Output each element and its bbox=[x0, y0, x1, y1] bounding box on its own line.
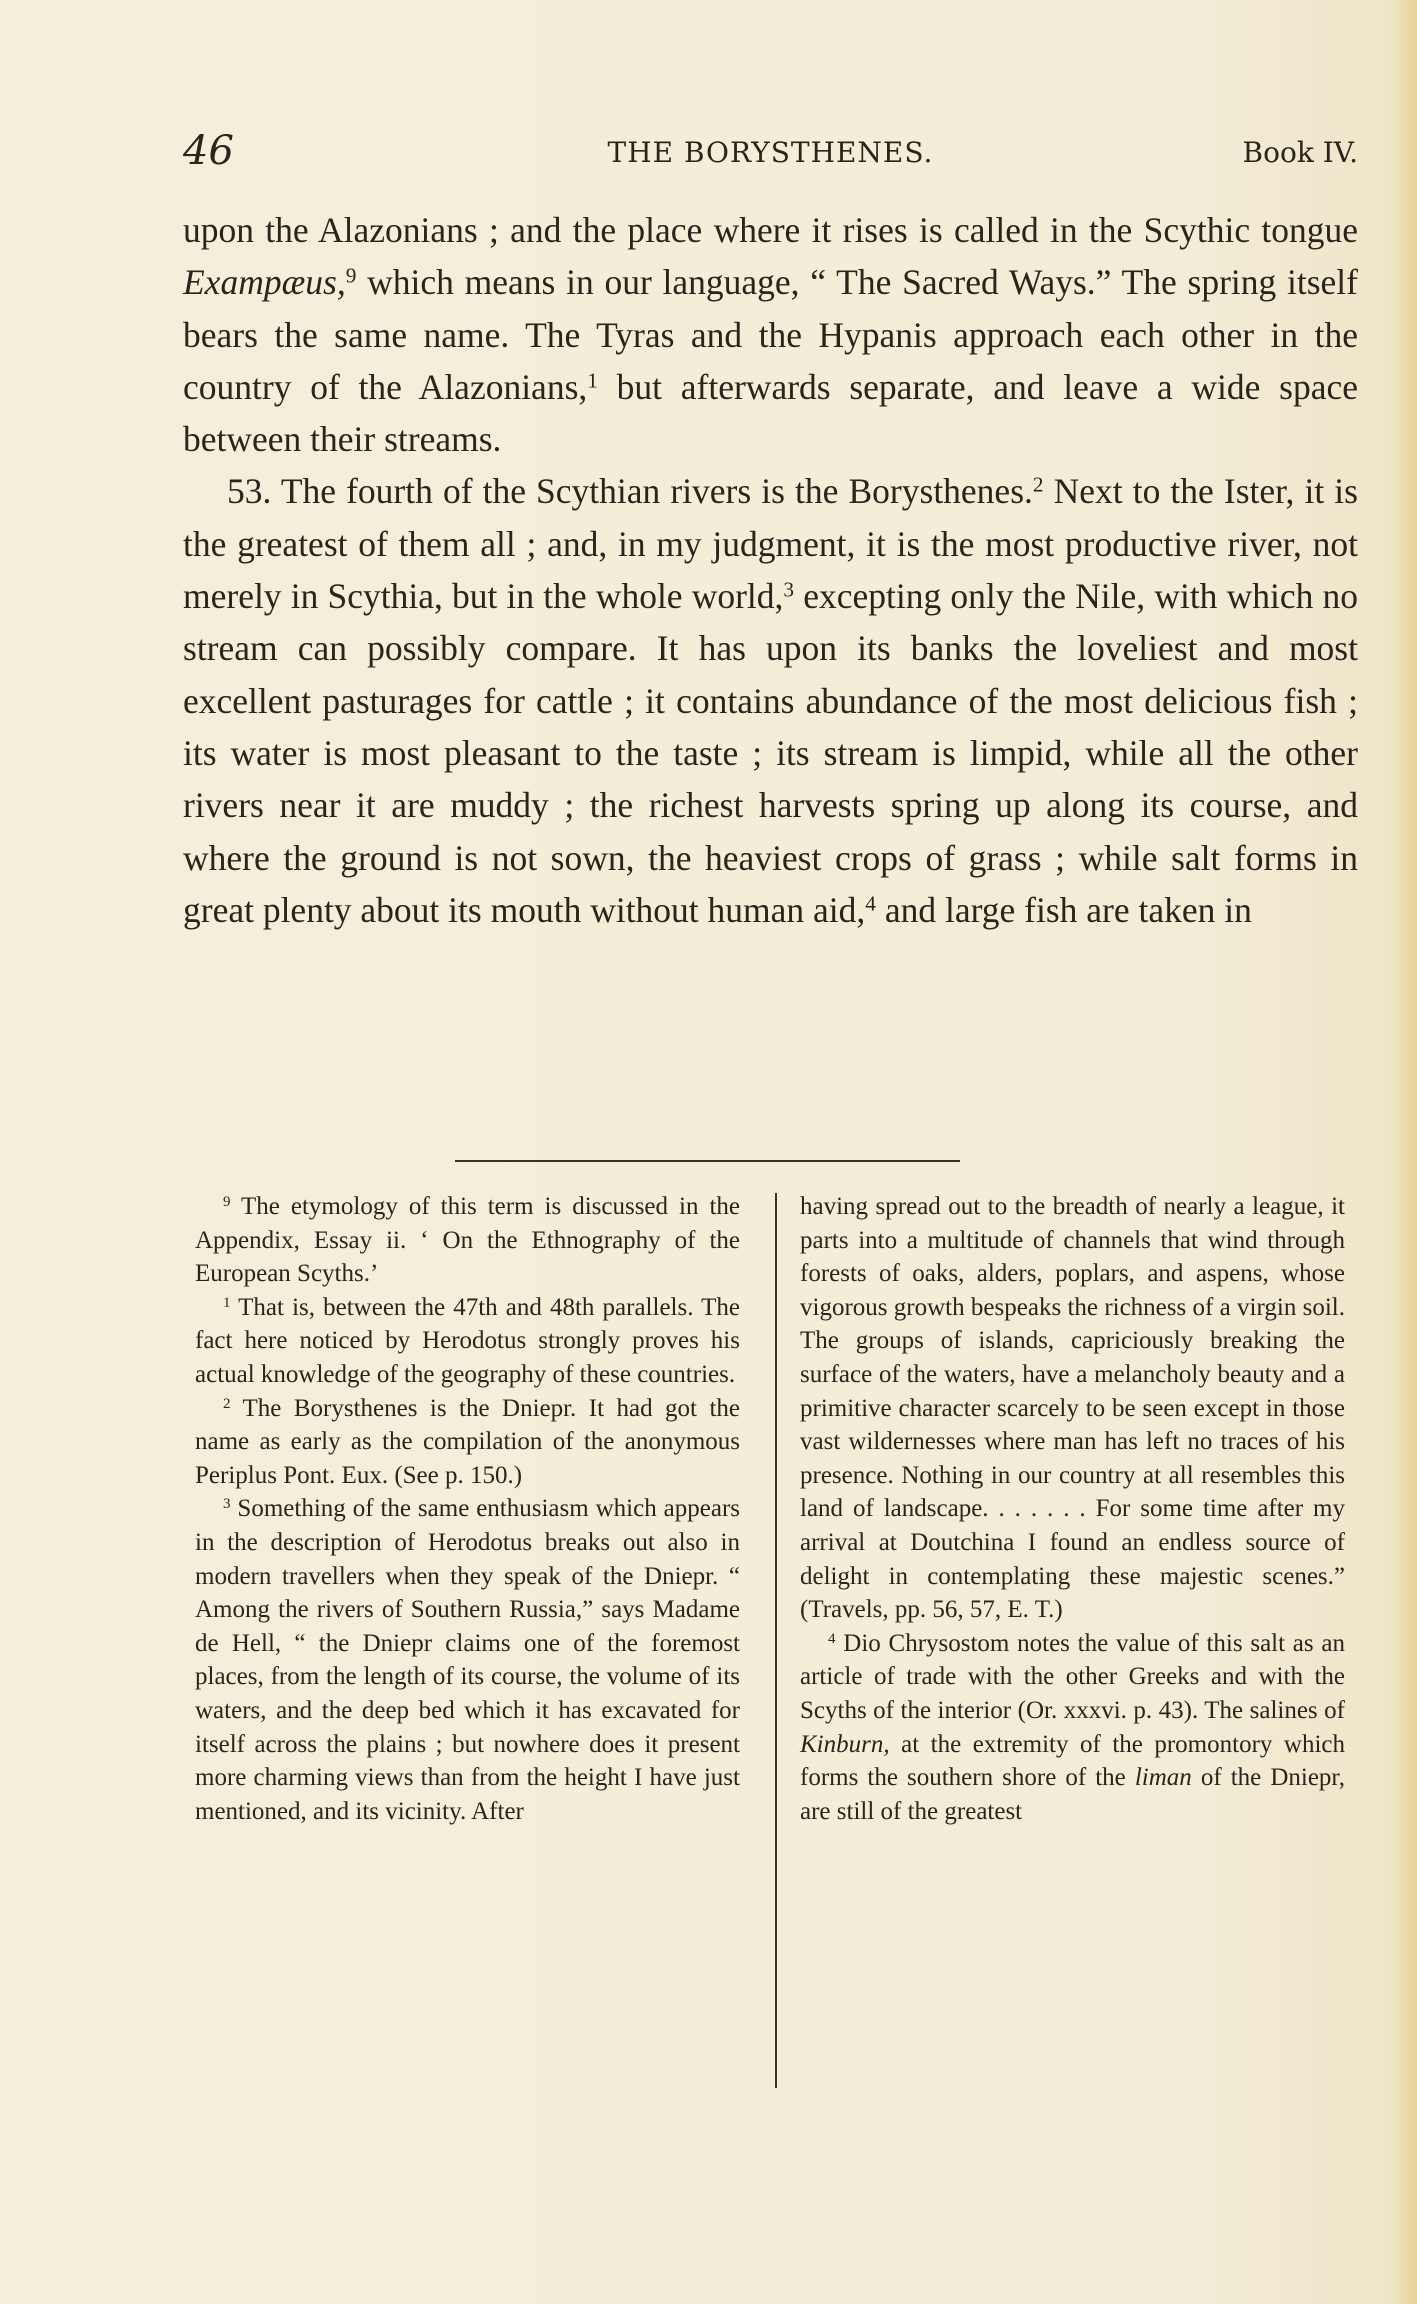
footnote-rule bbox=[455, 1160, 960, 1162]
book-label: Book IV. bbox=[1242, 136, 1358, 169]
footnotes-right-column bbox=[800, 1190, 1345, 1828]
footnote-3-continued: having spread out to the breadth of nearly a league, it parts into a multitude of channels that wind through forests of oaks, alders, poplars, and aspens, whose vigorous growth bespeaks the richness of a virgin soil. The groups of islands, capriciously breaking the surface of the waters, have a melancholy beauty and a primitive character scarcely to be seen except in those vast wildernesses where man has left no traces of his presence. Nothing in our country at all resembles this land of landscape. . . . . . . For some time after my arrival at Doutchina I found an endless source of delight in contemplating these majestic scenes.” (Travels, pp. 56, 57, E. T.) bbox=[800, 1193, 1345, 1624]
page-edge bbox=[1395, 0, 1417, 2304]
footnote-4: $^4$ Dio Chrysostom notes the value of this salt as an article of trade with the other Greeks and with the Scyths of the interior (Or. xxxvi. p. 43). The salines of Kinburn, at the extremity of the promontory which forms the southern shore of the liman of the Dniepr, are still of the greatest bbox=[800, 1629, 1345, 1825]
page-number: 46 bbox=[183, 128, 234, 174]
footnote-ref-9: 9 bbox=[345, 263, 357, 288]
column-divider bbox=[775, 1193, 777, 2088]
footnote-ref-2: 2 bbox=[1032, 472, 1044, 497]
paragraph-1: upon the Alazonians ; and the place where it rises is called in the Scythic tongue Exampæus,$^9$ which means in our language, “ The Sacred Ways.” The spring itself bears the same name. The Tyras and the Hypanis approach each other in the country of the Alazonians,$^1$ but afterwards separate, and leave a wide space between their streams. bbox=[183, 210, 1358, 460]
running-title: THE BORYSTHENES. bbox=[607, 136, 934, 169]
paragraph-53: 53. The fourth of the Scythian rivers is the Borysthenes.$^2$ Next to the Ister, it is the greatest of them all ; and, in my judgment, it is the most productive river, not merely in Scythia, but in the whole world,$^3$ excepting only the Nile, with which no stream can possibly compare. It has upon its banks the loveliest and most excellent pasturages for cattle ; it contains abundance of the most delicious fish ; its water is most pleasant to the taste ; its stream is limpid, while all the other rivers near it are muddy ; the richest harvests spring up along its course, and where the ground is not sown, the heaviest crops of grass ; while salt forms in great plenty about its mouth without human aid,$^4$ and large fish are taken in bbox=[183, 471, 1358, 930]
footnote-ref-4: 4 bbox=[865, 891, 876, 916]
footnote-1: $^1$ That is, between the 47th and 48th parallels. The fact here noticed by Herodotus strongly proves his actual knowledge of the geography of these countries. bbox=[195, 1293, 740, 1388]
footnote-2: $^2$ The Borysthenes is the Dniepr. It had got the name as early as the compilation of the anonymous Periplus Pont. Eux. (See p. 150.) bbox=[195, 1394, 740, 1489]
page-header bbox=[183, 128, 1358, 184]
term-liman: liman bbox=[1134, 1764, 1192, 1792]
term-kinburn: Kinburn, bbox=[800, 1730, 890, 1758]
footnote-ref-1: 1 bbox=[587, 368, 598, 393]
footnote-3: $^3$ Something of the same enthusiasm which appears in the description of Herodotus breaks out also in modern travellers when they speak of the Dniepr. “ Among the rivers of Southern Russia,” says Madame de Hell, “ the Dniepr claims one of the foremost places, from the length of its course, the volume of its waters, and the deep bed which it has excavated for itself across the plains ; but nowhere does it present more charming views than from the height I have just mentioned, and its vicinity. After bbox=[195, 1495, 740, 1825]
footnotes-left-column bbox=[195, 1190, 740, 1828]
term-exampaeus: Exampæus, bbox=[183, 262, 346, 303]
footnote-ref-3: 3 bbox=[783, 577, 795, 602]
footnote-9: $^9$ The etymology of this term is discussed in the Appendix, Essay ii. ‘ On the Ethnography of the European Scyths.’ bbox=[195, 1193, 740, 1288]
main-text bbox=[183, 204, 1358, 936]
